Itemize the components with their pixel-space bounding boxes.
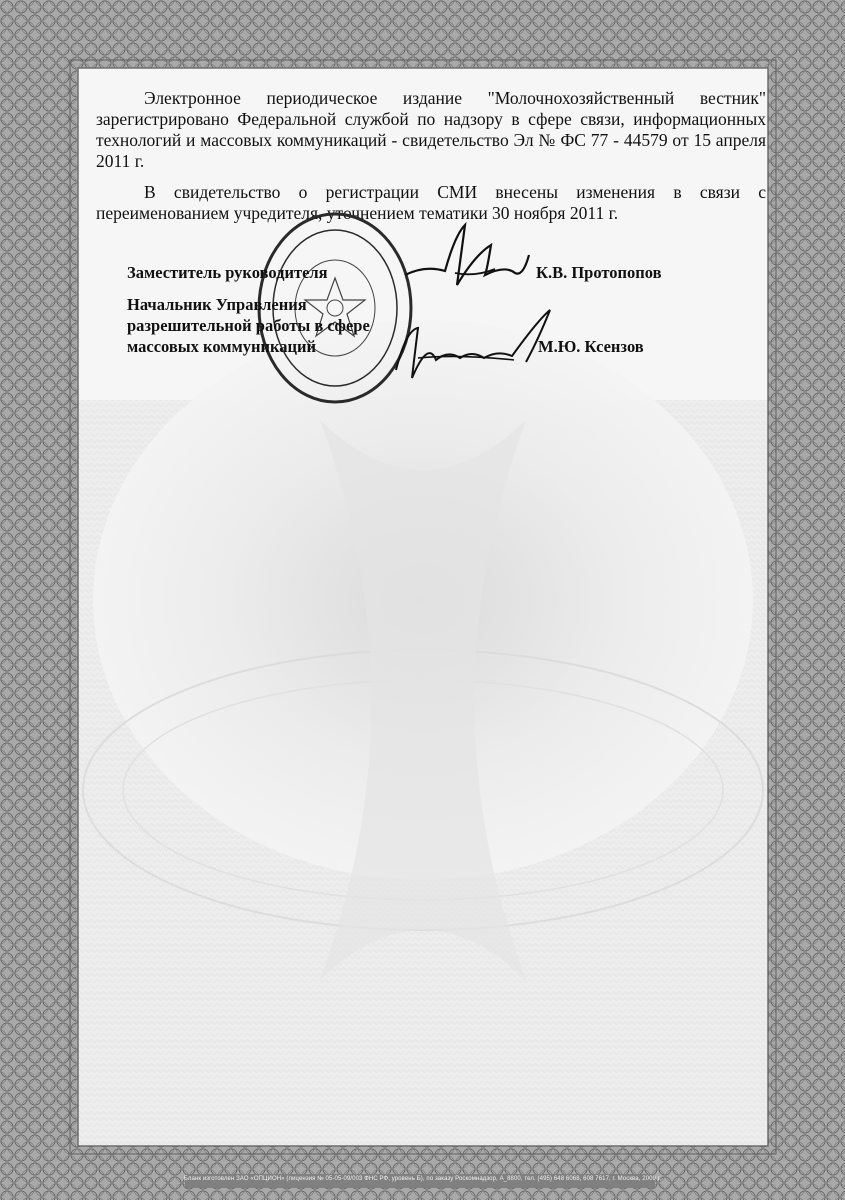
printer-imprint: Бланк изготовлен ЗАО «ОПЦИОН» (лицензия № 05-05-09/003 ФНС РФ, уровень Б), по заказу Роскомнадзор, А_8800, тел. (495) 648 6068, 608 7617, г. Москва, 2009 г. xyxy=(183,1176,662,1182)
signature-protopopov xyxy=(395,215,535,305)
signatory-2-title-line-2: разрешительной работы в сфере xyxy=(127,316,370,335)
signatory-2-title-line-3: массовых коммуникаций xyxy=(127,337,317,356)
signatory-2-name: М.Ю. Ксензов xyxy=(538,337,644,356)
signatory-1-title: Заместитель руководителя xyxy=(127,263,328,282)
certificate-text xyxy=(96,88,766,234)
signatory-1-name: К.В. Протопопов xyxy=(536,263,662,282)
amendment-paragraph: В свидетельство о регистрации СМИ внесены изменения в связи с переименованием учредителя, уточнением тематики 30 ноября 2011 г. xyxy=(96,182,766,223)
signature-ksenzov xyxy=(388,300,558,390)
registration-paragraph: Электронное периодическое издание "Молочнохозяйственный вестник" зарегистрировано Федеральной службой по надзору в сфере связи, информационных технологий и массовых коммуникаций - свидетельство Эл № ФС 77 - 44579 от 15 апреля 2011 г. xyxy=(96,88,766,171)
signatory-2-title-line-1: Начальник Управления xyxy=(127,295,307,314)
